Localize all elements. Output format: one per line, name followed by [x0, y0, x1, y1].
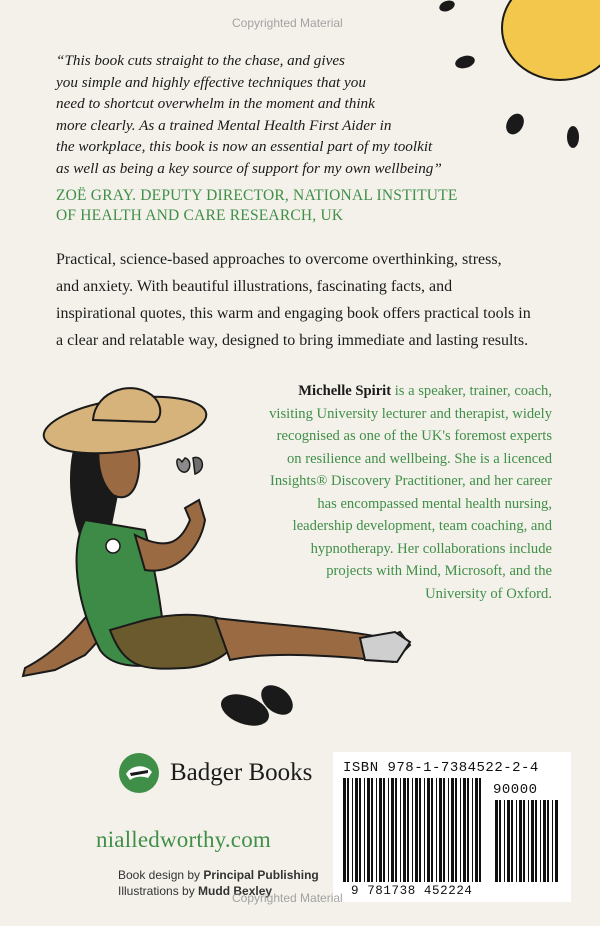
- barcode-bar: [352, 778, 353, 882]
- barcode-bar: [543, 800, 546, 882]
- barcode-bar: [436, 778, 437, 882]
- author-name: Michelle Spirit: [298, 383, 392, 399]
- barcode-bar: [419, 778, 421, 882]
- barcode-bar: [427, 778, 430, 882]
- quote-line: “This book cuts straight to the chase, and gives: [56, 52, 345, 69]
- barcode-bar: [424, 778, 425, 882]
- barcode-bar: [448, 778, 449, 882]
- blurb-line: Practical, science-based approaches to overcome overthinking, stress,: [56, 251, 502, 268]
- barcode-bar: [507, 800, 510, 882]
- quote-line: need to shortcut overwhelm in the moment and think: [56, 95, 375, 112]
- barcode-bar: [547, 800, 549, 882]
- barcode-bar: [347, 778, 349, 882]
- design-credit: [118, 868, 319, 882]
- author-bio: [250, 380, 552, 605]
- barcode-bar: [455, 778, 457, 882]
- endorsement-quote: [56, 50, 456, 179]
- bio-line: Insights® Discovery Practitioner, and her career: [269, 473, 552, 489]
- barcode-digits: 9 781738 452224: [351, 884, 473, 898]
- bio-line: University of Oxford.: [425, 585, 552, 602]
- barcode-bar: [367, 778, 370, 882]
- barcode-bar: [523, 800, 525, 882]
- illustration-credit-prefix: Illustrations by: [118, 884, 199, 898]
- bio-line: projects with Mind, Microsoft, and the: [326, 563, 552, 579]
- barcode-bar: [403, 778, 406, 882]
- barcode-bar: [472, 778, 473, 882]
- barcode-bar: [535, 800, 537, 882]
- barcode-bar: [371, 778, 373, 882]
- barcode-bar: [495, 800, 498, 882]
- barcode-bar: [540, 800, 541, 882]
- badger-logo-icon: [118, 752, 160, 794]
- barcode-bar: [439, 778, 442, 882]
- quote-line: the workplace, this book is now an essential part of my toolkit: [56, 138, 433, 155]
- barcode-bar: [531, 800, 534, 882]
- barcode-bar: [475, 778, 478, 882]
- barcode-bar: [407, 778, 409, 882]
- isbn-text: ISBN 978-1-7384522-2-4: [343, 760, 539, 776]
- price-code: 90000: [493, 782, 538, 798]
- bio-line: recognised as one of the UK's foremost experts: [276, 428, 552, 444]
- barcode-bar: [511, 800, 513, 882]
- barcode-bar: [504, 800, 505, 882]
- barcode-bar: [379, 778, 382, 882]
- barcode-bar: [383, 778, 385, 882]
- barcode-bar: [395, 778, 397, 882]
- barcode-bar: [443, 778, 445, 882]
- attribution-line: ZOË GRAY. DEPUTY DIRECTOR, NATIONAL INSTITUTE: [56, 187, 458, 204]
- barcode-bar: [460, 778, 461, 882]
- bio-line: visiting University lecturer and therapist, widely: [269, 405, 552, 422]
- bio-line: on resilience and wellbeing. She is a licenced: [286, 450, 552, 467]
- publisher-block: [118, 752, 312, 794]
- barcode-bar: [355, 778, 358, 882]
- barcode-bar: [499, 800, 501, 882]
- blurb-line: inspirational quotes, this warm and engaging book offers practical tools in: [56, 305, 531, 322]
- quote-line: more clearly. As a trained Mental Health First Aider in: [56, 116, 392, 134]
- barcode-bar: [343, 778, 346, 882]
- barcode-bar: [516, 800, 517, 882]
- bio-line: leadership development, team coaching, and: [292, 518, 552, 534]
- watermark-bottom: Copyrighted Material: [232, 891, 343, 905]
- barcode-panel: [333, 752, 571, 902]
- design-credit-prefix: Book design by: [118, 868, 204, 882]
- barcode-bar: [519, 800, 522, 882]
- attribution-line: OF HEALTH AND CARE RESEARCH, UK: [56, 207, 344, 224]
- bio-line: [250, 380, 552, 403]
- barcode-bar: [528, 800, 529, 882]
- barcode-bar: [431, 778, 433, 882]
- price-barcode: [493, 800, 561, 882]
- barcode-bar: [463, 778, 466, 882]
- barcode-bar: [400, 778, 401, 882]
- barcode-bar: [451, 778, 454, 882]
- barcode-bar: [479, 778, 481, 882]
- quote-line: you simple and highly effective techniques that you: [56, 73, 366, 91]
- illustration-credit-name: Mudd Bexley: [198, 884, 273, 898]
- barcode-bar: [388, 778, 389, 882]
- barcode-bar: [555, 800, 558, 882]
- author-website: nialledworthy.com: [96, 827, 272, 852]
- book-blurb: [56, 246, 556, 354]
- quote-line: as well as being a key source of support for my own wellbeing”: [56, 159, 442, 177]
- barcode-bar: [552, 800, 553, 882]
- barcode-bar: [364, 778, 365, 882]
- quote-attribution: [56, 186, 496, 226]
- barcode-bar: [391, 778, 394, 882]
- watermark-top: Copyrighted Material: [232, 16, 343, 30]
- blurb-line: a clear and relatable way, designed to bring immediate and lasting results.: [56, 332, 529, 349]
- blurb-line: and anxiety. With beautiful illustrations, fascinating facts, and: [56, 278, 453, 295]
- barcode-bar: [412, 778, 413, 882]
- barcode-bar: [467, 778, 469, 882]
- bio-line: has encompassed mental health nursing,: [317, 495, 552, 512]
- bio-first-line-rest: is a speaker, trainer, coach,: [391, 383, 552, 399]
- barcode-bar: [359, 778, 361, 882]
- design-credit-name: Principal Publishing: [203, 868, 319, 882]
- publisher-name: Badger Books: [170, 759, 313, 786]
- bio-line: hypnotherapy. Her collaborations include: [310, 540, 552, 557]
- isbn-barcode: [341, 778, 485, 882]
- barcode-bar: [376, 778, 377, 882]
- barcode-bar: [415, 778, 418, 882]
